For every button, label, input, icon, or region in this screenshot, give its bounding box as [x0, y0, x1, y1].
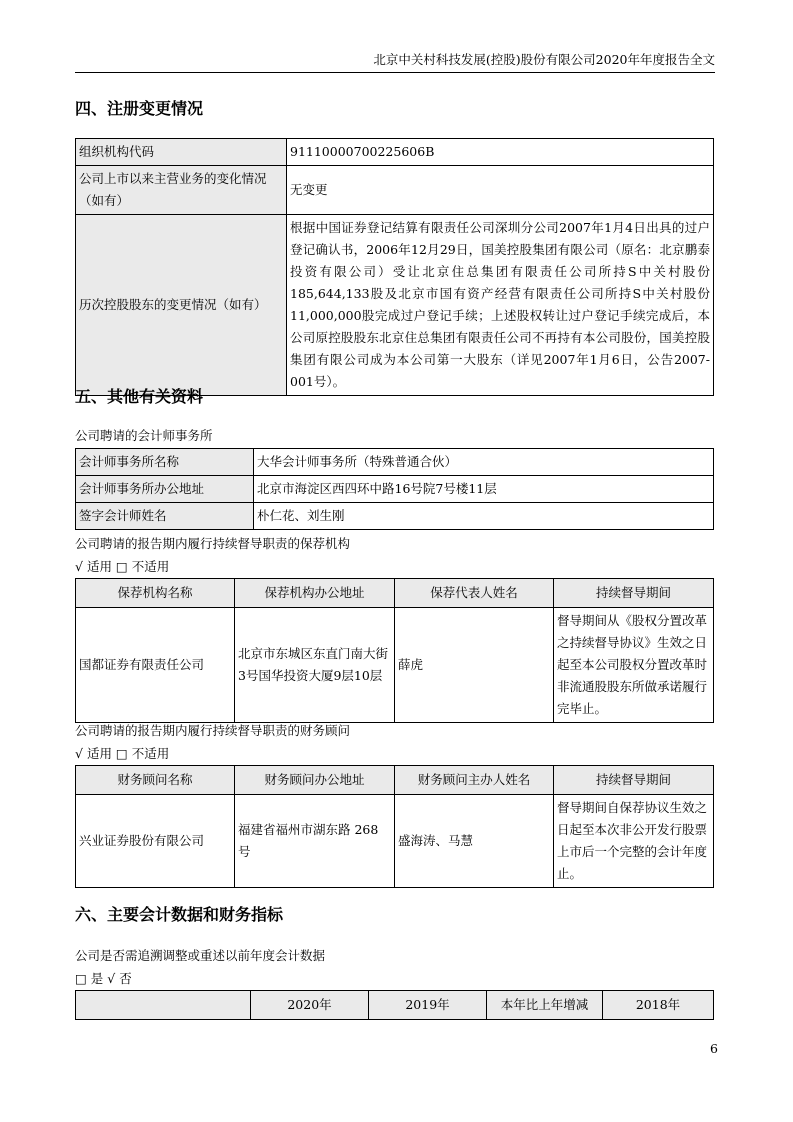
shareholder-change-value: 根据中国证券登记结算有限责任公司深圳分公司2007年1月4日出具的过户登记确认书，2006年12月29日，国美控股集团有限公司（原名：北京鹏泰投资有限公司）受让北京住总集团有限责任公司所持S中关村股份185,644,133股及北京市国有资产经营有限责任公司所持S中关村股份11,000,000股完成过户登记手续；上述股权转让过户登记手续完成后，本公司原控股股东北京住总集团有限责任公司不再持有本公司股份，国美控股集团有限公司成为本公司第一大股东（详见2007年1月6日，公告2007-001号）。 — [287, 215, 714, 396]
table-header-row — [76, 991, 714, 1020]
advisor-sponsor-person: 盛海涛、马慧 — [395, 795, 554, 888]
column-header: 财务顾问名称 — [76, 766, 235, 795]
section6-title: 六、主要会计数据和财务指标 — [75, 905, 284, 924]
advisor-address: 福建省福州市湖东路 268 号 — [235, 795, 395, 888]
restatement-question: 公司是否需追溯调整或重述以前年度会计数据 — [75, 948, 326, 963]
sponsor-address: 北京市东城区东直门南大街3号国华投资大厦9层10层 — [235, 608, 395, 723]
sponsor-intro: 公司聘请的报告期内履行持续督导职责的保荐机构 — [75, 536, 351, 551]
table-row — [76, 503, 714, 530]
business-change-value: 无变更 — [287, 166, 714, 215]
column-header: 财务顾问主办人姓名 — [395, 766, 554, 795]
table-header-row — [76, 766, 714, 795]
column-header: 财务顾问办公地址 — [235, 766, 395, 795]
column-header: 保荐代表人姓名 — [395, 579, 554, 608]
sponsor-table — [75, 578, 714, 723]
table-row — [76, 608, 714, 723]
sponsor-representative: 薛虎 — [395, 608, 554, 723]
column-header: 2020年 — [251, 991, 369, 1020]
column-header: 保荐机构名称 — [76, 579, 235, 608]
firm-name-value: 大华会计师事务所（特殊普通合伙） — [254, 449, 714, 476]
signing-accountant-label: 签字会计师姓名 — [76, 503, 254, 530]
advisor-period: 督导期间自保荐协议生效之日起至本次非公开发行股票上市后一个完整的会计年度止。 — [554, 795, 714, 888]
advisor-name: 兴业证券股份有限公司 — [76, 795, 235, 888]
column-header: 2019年 — [369, 991, 487, 1020]
business-change-label: 公司上市以来主营业务的变化情况（如有） — [76, 166, 287, 215]
advisor-table — [75, 765, 714, 888]
org-code-value: 91110000700225606B — [287, 139, 714, 166]
page-header: 北京中关村科技发展(控股)股份有限公司2020年年度报告全文 — [75, 50, 715, 73]
firm-name-label: 会计师事务所名称 — [76, 449, 254, 476]
column-header: 本年比上年增减 — [487, 991, 603, 1020]
table-row — [76, 139, 714, 166]
restatement-answer: □ 是 √ 否 — [75, 971, 132, 986]
page-number: 6 — [710, 1041, 718, 1056]
column-header: 持续督导期间 — [554, 766, 714, 795]
advisor-applicability: √ 适用 □ 不适用 — [75, 746, 170, 761]
sponsor-name: 国都证券有限责任公司 — [76, 608, 235, 723]
column-header: 持续督导期间 — [554, 579, 714, 608]
table-row — [76, 449, 714, 476]
sponsor-period: 督导期间从《股权分置改革之持续督导协议》生效之日起至本公司股权分置改革时非流通股股东所做承诺履行完毕止。 — [554, 608, 714, 723]
column-header — [76, 991, 251, 1020]
accountant-intro: 公司聘请的会计师事务所 — [75, 428, 213, 443]
sponsor-applicability: √ 适用 □ 不适用 — [75, 559, 170, 574]
registration-table — [75, 138, 714, 396]
advisor-intro: 公司聘请的报告期内履行持续督导职责的财务顾问 — [75, 723, 351, 738]
table-row — [76, 215, 714, 396]
section5-title: 五、其他有关资料 — [75, 387, 204, 406]
firm-address-label: 会计师事务所办公地址 — [76, 476, 254, 503]
column-header: 2018年 — [603, 991, 714, 1020]
table-row — [76, 476, 714, 503]
table-header-row — [76, 579, 714, 608]
shareholder-change-label: 历次控股股东的变更情况（如有） — [76, 215, 287, 396]
section4-title: 四、注册变更情况 — [75, 99, 204, 118]
table-row — [76, 795, 714, 888]
org-code-label: 组织机构代码 — [76, 139, 287, 166]
column-header: 保荐机构办公地址 — [235, 579, 395, 608]
accountant-table — [75, 448, 714, 530]
signing-accountant-value: 朴仁花、刘生刚 — [254, 503, 714, 530]
firm-address-value: 北京市海淀区西四环中路16号院7号楼11层 — [254, 476, 714, 503]
table-row — [76, 166, 714, 215]
financial-data-table — [75, 990, 714, 1020]
